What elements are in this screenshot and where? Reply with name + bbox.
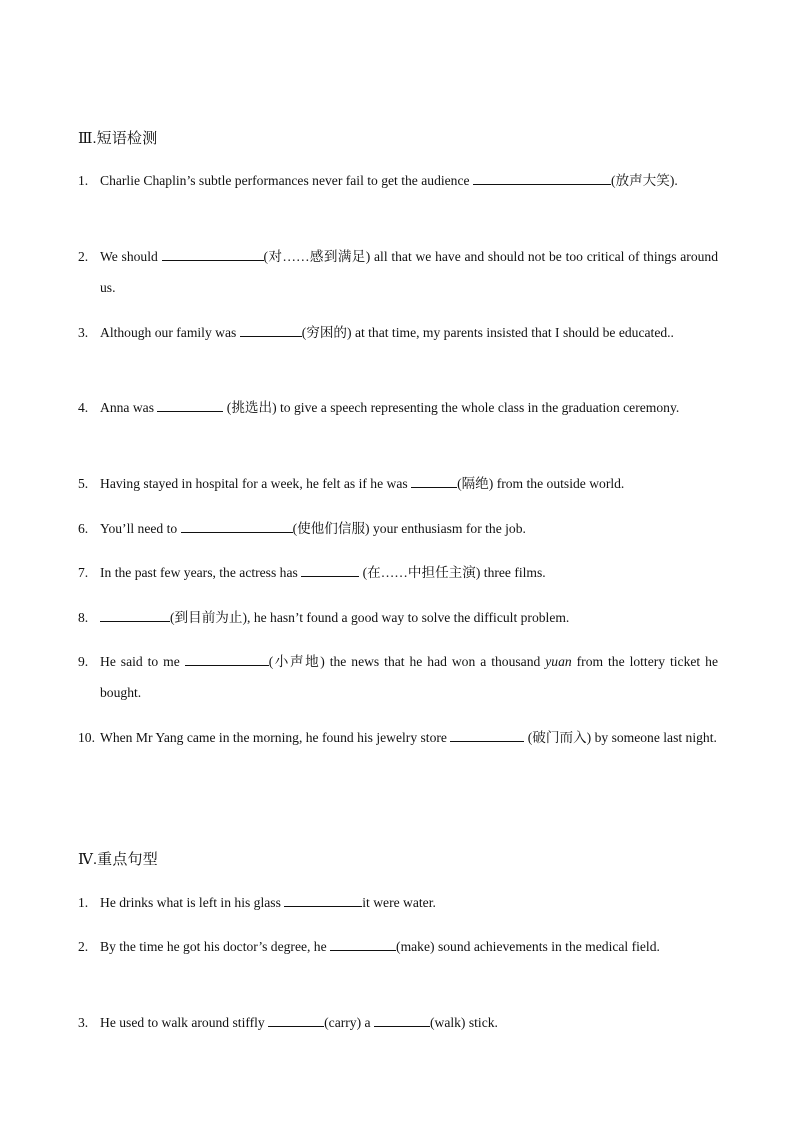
item-number: 1. [78,173,89,188]
answer-blank[interactable] [268,1012,324,1027]
answer-blank[interactable] [100,607,170,622]
list-item [78,1007,718,1038]
list-item [78,468,718,499]
item-number: 6. [78,521,89,536]
list-item [78,557,718,588]
item-number: 3. [78,1015,89,1030]
item-text: You’ll need to (使他们信服) your enthusiasm for the job. [100,513,718,544]
item-number: 8. [78,610,89,625]
item-text: Anna was (挑选出) to give a speech representing the whole class in the graduation ceremony. [100,392,718,423]
list-item [78,602,718,633]
list-item [78,646,718,708]
answer-blank[interactable] [330,936,396,951]
answer-blank[interactable] [450,727,524,742]
item-number: 4. [78,400,89,415]
item-text: He used to walk around stiffly (carry) a (walk) stick. [100,1007,718,1038]
answer-blank[interactable] [240,322,302,337]
item-number: 5. [78,476,89,491]
item-number: 7. [78,565,89,580]
item-text: Although our family was (穷困的) at that time, my parents insisted that I should be educated.. [100,317,718,348]
italic-word: yuan [545,654,572,669]
answer-blank[interactable] [301,562,359,577]
item-text: Having stayed in hospital for a week, he felt as if he was (隔绝) from the outside world. [100,468,718,499]
item-text: He drinks what is left in his glass it were water. [100,887,718,918]
item-text: Charlie Chaplin’s subtle performances never fail to get the audience (放声大笑). [100,165,718,196]
item-text: In the past few years, the actress has (在……中担任主演) three films. [100,557,718,588]
item-number: 10. [78,730,95,745]
section-3-title: Ⅲ.短语检测 [78,131,158,147]
answer-blank[interactable] [157,397,223,412]
list-item [78,931,718,962]
answer-blank[interactable] [374,1012,430,1027]
answer-blank[interactable] [181,518,293,533]
answer-blank[interactable] [473,170,611,185]
list-item [78,317,718,348]
answer-blank[interactable] [185,651,269,666]
list-item [78,392,718,423]
item-number: 3. [78,325,89,340]
answer-blank[interactable] [284,892,362,907]
item-number: 1. [78,895,89,910]
list-item [78,722,718,753]
item-number: 9. [78,654,89,669]
section-4-title: Ⅳ.重点句型 [78,852,158,868]
item-text: We should (对……感到满足) all that we have and should not be too critical of things around us. [100,241,718,303]
item-text: (到目前为止), he hasn’t found a good way to solve the difficult problem. [100,602,718,633]
list-item [78,513,718,544]
item-number: 2. [78,939,89,954]
item-text: When Mr Yang came in the morning, he found his jewelry store (破门而入) by someone last night. [100,722,718,753]
answer-blank[interactable] [411,473,457,488]
item-text: He said to me (小声地) the news that he had won a thousand yuan from the lottery ticket he bought. [100,646,718,708]
item-text: By the time he got his doctor’s degree, he (make) sound achievements in the medical field. [100,931,718,962]
answer-blank[interactable] [162,246,264,261]
list-item [78,887,718,918]
item-number: 2. [78,249,89,264]
list-item [78,241,718,303]
list-item [78,165,718,196]
